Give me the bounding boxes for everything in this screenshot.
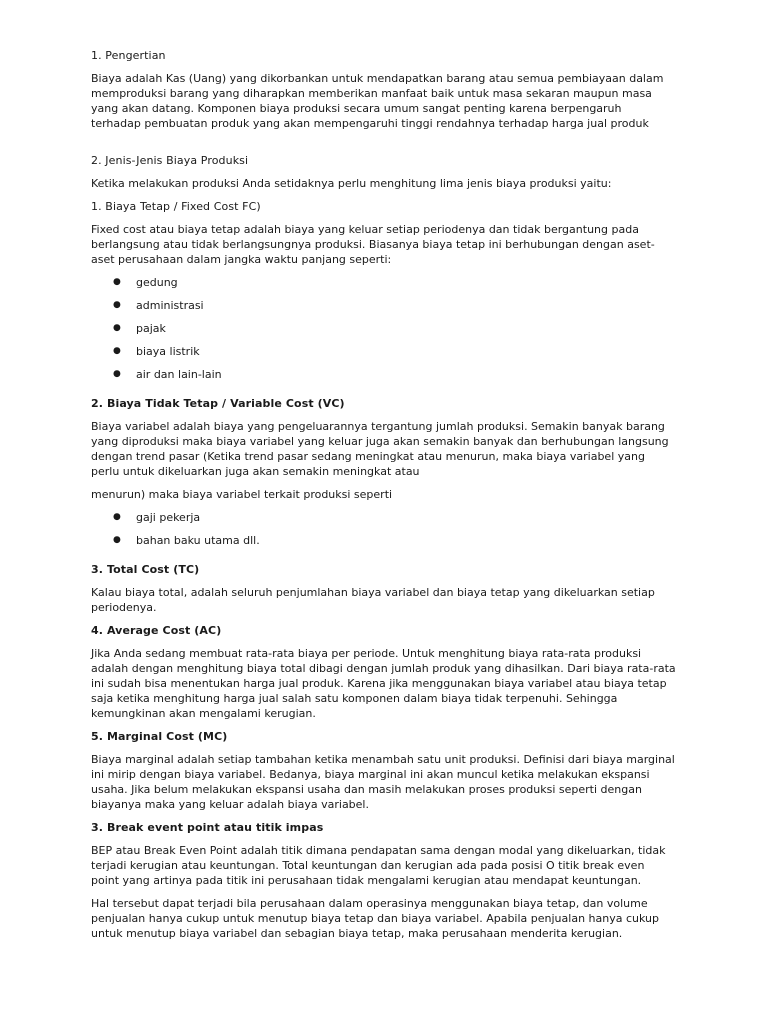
subheading-marginal-cost: 5. Marginal Cost (MC) <box>91 730 228 743</box>
variable-cost-list <box>91 510 676 556</box>
list-item: ● air dan lain-lain <box>113 368 222 381</box>
fixed-cost-list <box>91 275 676 390</box>
paragraph-marginal-cost: Biaya marginal adalah setiap tambahan ketika menambah satu unit produksi. Definisi dari biaya marginal ini mirip dengan biaya variabel. Bedanya, biaya marginal ini akan muncul ketika melakukan ekspansi usaha. Jika belum melakukan ekspansi usaha dan masih melakukan proses produksi seperti dengan biayanya maka yang keluar adalah biaya variabel. <box>91 753 675 811</box>
subheading-total-cost: 3. Total Cost (TC) <box>91 563 200 576</box>
paragraph-break-even: BEP atau Break Even Point adalah titik dimana pendapatan sama dengan modal yang dikeluarkan, tidak terjadi kerugian atau keuntungan. Total keuntungan dan kerugian ada pada posisi O titik break even point yang artinya pada titik ini perusahaan tidak mengalami kerugian atau mendapat keuntungan. <box>91 844 666 887</box>
subheading-average-cost: 4. Average Cost (AC) <box>91 624 222 637</box>
paragraph-fixed-cost: Fixed cost atau biaya tetap adalah biaya yang keluar setiap periodenya dan tidak bergantung pada berlangsung atau tidak berlangsungnya produksi. Biasanya biaya tetap ini berhubungan dengan aset- aset perusahaan dalam jangka waktu panjang seperti: <box>91 223 655 266</box>
bullet-icon: ● <box>113 300 121 310</box>
list-item: ● gedung <box>113 276 178 289</box>
bullet-icon: ● <box>113 323 121 333</box>
subheading-variable-cost: 2. Biaya Tidak Tetap / Variable Cost (VC) <box>91 397 345 410</box>
paragraph-average-cost: Jika Anda sedang membuat rata-rata biaya per periode. Untuk menghitung biaya rata-rata produksi adalah dengan menghitung biaya total dibagi dengan jumlah produk yang dihasilkan. Dari biaya rata-rata ini sudah bisa menentukan harga jual produk. Karena jika menggunakan biaya variabel atau biaya tetap saja ketika menghitung harga jual salah satu komponen dalam biaya tidak terpenuhi. Sehingga kemungkinan akan mengalami kerugian. <box>91 647 676 720</box>
paragraph-total-cost: Kalau biaya total, adalah seluruh penjumlahan biaya variabel dan biaya tetap yang dikeluarkan setiap periodenya. <box>91 586 655 614</box>
bullet-icon: ● <box>113 535 121 545</box>
bullet-icon: ● <box>113 512 121 522</box>
section-title-jenis-biaya: 2. Jenis-Jenis Biaya Produksi <box>91 154 249 167</box>
paragraph-pengertian: Biaya adalah Kas (Uang) yang dikorbankan untuk mendapatkan barang atau semua pembiayaan dalam memproduksi barang yang diharapkan memberikan manfaat baik untuk masa sekaran maupun masa yang akan datang. Komponen biaya produksi secara umum sangat penting karena berpengaruh terhadap pembuatan produk yang akan mempengaruhi tinggi rendahnya terhadap harga jual produk <box>91 72 664 130</box>
paragraph-break-even-cont: Hal tersebut dapat terjadi bila perusahaan dalam operasinya menggunakan biaya tetap, dan volume penjualan hanya cukup untuk menutup biaya tetap dan biaya variabel. Apabila penjualan hanya cukup untuk menutup biaya variabel dan sebagian biaya tetap, maka perusahaan menderita kerugian. <box>91 897 659 940</box>
list-item: ● administrasi <box>113 299 204 312</box>
bullet-icon: ● <box>113 277 121 287</box>
list-item: ● bahan baku utama dll. <box>113 534 260 547</box>
paragraph-variable-cost-cont: menurun) maka biaya variabel terkait produksi seperti <box>91 488 393 501</box>
subheading-break-even: 3. Break event point atau titik impas <box>91 821 324 834</box>
paragraph-variable-cost: Biaya variabel adalah biaya yang pengeluarannya tergantung jumlah produksi. Semakin banyak barang yang diproduksi maka biaya variabel yang keluar juga akan semakin banyak dan berhubungan langsung dengan trend pasar (Ketika trend pasar sedang meningkat atau menurun, maka biaya variabel yang perlu untuk dikeluarkan juga akan semakin meningkat atau <box>91 420 669 478</box>
list-item: ● gaji pekerja <box>113 511 201 524</box>
subheading-fixed-cost: 1. Biaya Tetap / Fixed Cost FC) <box>91 200 261 213</box>
section-title-pengertian: 1. Pengertian <box>91 49 166 62</box>
list-item: ● biaya listrik <box>113 345 200 358</box>
bullet-icon: ● <box>113 369 121 379</box>
bullet-icon: ● <box>113 346 121 356</box>
list-item: ● pajak <box>113 322 166 335</box>
paragraph-jenis-intro: Ketika melakukan produksi Anda setidaknya perlu menghitung lima jenis biaya produksi yaitu: <box>91 177 612 190</box>
